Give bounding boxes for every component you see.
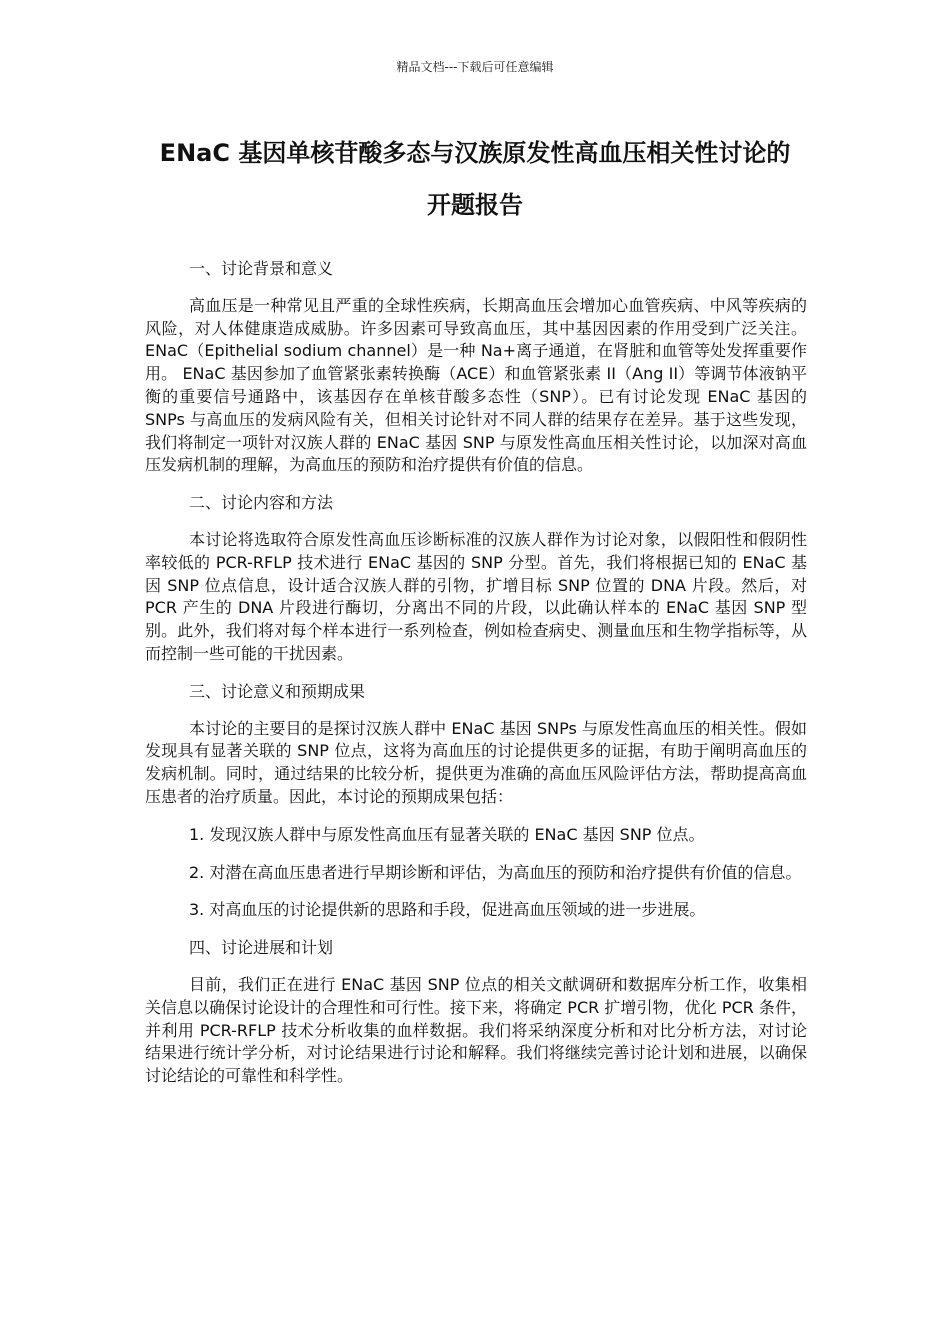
document-title-line-1: ENaC 基因单核苷酸多态与汉族原发性高血压相关性讨论的 (159, 139, 791, 167)
paragraph-progress: 目前，我们正在进行 ENaC 基因 SNP 位点的相关文献调研和数据库分析工作，收集相关信息以确保讨论设计的合理性和可行性。接下来，将确定 PCR 扩增引物，优化 PCR 条件，并利用 PCR-RFLP 技术分析收集的血样数据。我们将采纳深度分析和对比分析方法，对讨论结果进行统计学分析，对讨论结果进行讨论和解释。我们将继续完善讨论计划和进展，以确保讨论结论的可靠性和科学性。 (145, 974, 807, 1086)
list-item-outcome-1: 1. 发现汉族人群中与原发性高血压有显著关联的 ENaC 基因 SNP 位点。 (189, 824, 705, 844)
list-item-outcome-3: 3. 对高血压的讨论提供新的思路和手段，促进高血压领域的进一步进展。 (189, 900, 706, 920)
page-header-note: 精品文档---下载后可任意编辑 (396, 60, 554, 74)
document-title-line-2: 开题报告 (427, 191, 523, 219)
section-heading-methods: 二、讨论内容和方法 (189, 493, 334, 513)
list-item-outcome-2: 2. 对潜在高血压患者进行早期诊断和评估，为高血压的预防和治疗提供有价值的信息。 (189, 862, 802, 882)
paragraph-significance: 本讨论的主要目的是探讨汉族人群中 ENaC 基因 SNPs 与原发性高血压的相关性。假如发现具有显著关联的 SNP 位点，这将为高血压的讨论提供更多的证据，有助于阐明高血压的发病机制。同时，通过结果的比较分析，提供更为准确的高血压风险评估方法，帮助提高高血压患者的治疗质量。因此，本讨论的预期成果包括： (145, 718, 807, 806)
section-heading-progress: 四、讨论进展和计划 (189, 938, 334, 958)
section-heading-significance: 三、讨论意义和预期成果 (189, 681, 366, 701)
document-body (145, 258, 807, 1088)
paragraph-background: 高血压是一种常见且严重的全球性疾病，长期高血压会增加心血管疾病、中风等疾病的风险，对人体健康造成威胁。许多因素可导致高血压，其中基因因素的作用受到广泛关注。ENaC（Epithelial sodium channel）是一种 Na+离子通道，在肾脏和血管等处发挥重要作用。 ENaC 基因参加了血管紧张素转换酶（ACE）和血管紧张素 II（Ang II）等调节体液钠平衡的重要信号通路中，该基因存在单核苷酸多态性（SNP）。已有讨论发现 ENaC 基因的 SNPs 与高血压的发病风险有关，但相关讨论针对不同人群的结果存在差异。基于这些发现，我们将制定一项针对汉族人群的 ENaC 基因 SNP 与原发性高血压相关性讨论，以加深对高血压发病机制的理解，为高血压的预防和治疗提供有价值的信息。 (145, 295, 807, 475)
paragraph-methods: 本讨论将选取符合原发性高血压诊断标准的汉族人群作为讨论对象，以假阳性和假阴性率较低的 PCR-RFLP 技术进行 ENaC 基因的 SNP 分型。首先，我们将根据已知的 ENaC 基因 SNP 位点信息，设计适合汉族人群的引物，扩增目标 SNP 位置的 DNA 片段。然后，对 PCR 产生的 DNA 片段进行酶切，分离出不同的片段，以此确认样本的 ENaC 基因 SNP 型别。此外，我们将对每个样本进行一系列检查，例如检查病史、测量血压和生物学指标等，从而控制一些可能的干扰因素。 (145, 529, 807, 663)
section-heading-background: 一、讨论背景和意义 (189, 259, 334, 278)
